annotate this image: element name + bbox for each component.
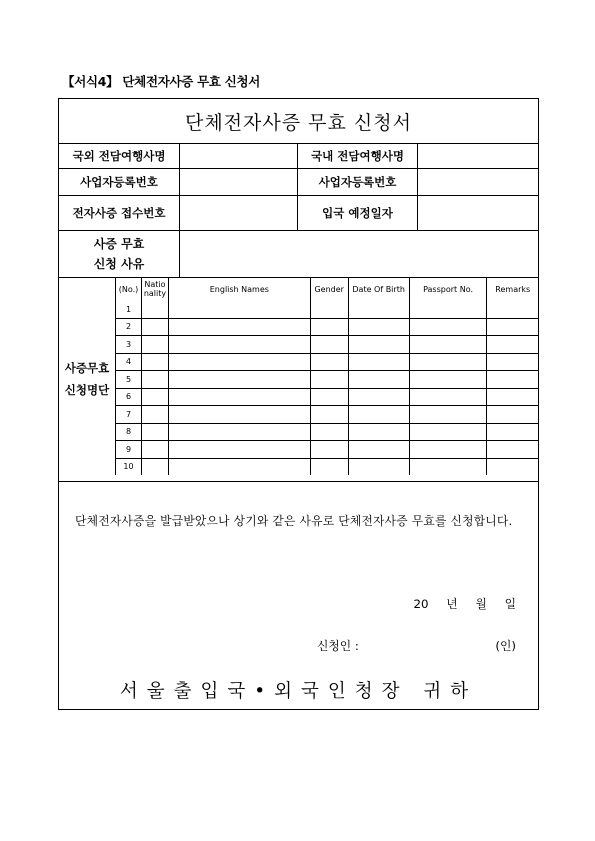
- passport-cell[interactable]: [409, 458, 487, 475]
- header-no: (No.): [116, 277, 142, 301]
- remarks-cell[interactable]: [487, 423, 538, 441]
- birth-date-cell[interactable]: [348, 353, 409, 371]
- row-number: 2: [116, 318, 142, 336]
- english-name-cell[interactable]: [168, 318, 310, 336]
- application-statement: 단체전자사증을 발급받았으나 상기와 같은 사유로 단체전자사증 무효를 신청합니다.: [75, 514, 513, 528]
- nationality-cell[interactable]: [141, 336, 168, 354]
- nationality-cell[interactable]: [141, 371, 168, 389]
- form-title: 단체전자사증 무효 신청서: [59, 99, 538, 144]
- reason-label: [59, 230, 179, 277]
- nationality-cell[interactable]: [141, 388, 168, 406]
- remarks-cell[interactable]: [487, 458, 538, 475]
- domestic-biz-reg-field[interactable]: [417, 168, 538, 195]
- row-number: 6: [116, 388, 142, 406]
- header-passport-no: Passport No.: [409, 277, 487, 301]
- passport-cell[interactable]: [409, 441, 487, 459]
- birth-date-cell[interactable]: [348, 406, 409, 424]
- nationality-cell[interactable]: [141, 318, 168, 336]
- english-name-cell[interactable]: [168, 301, 310, 318]
- table-row: [116, 301, 539, 318]
- gender-cell[interactable]: [310, 353, 348, 371]
- header-date-of-birth: Date Of Birth: [348, 277, 409, 301]
- passport-cell[interactable]: [409, 318, 487, 336]
- english-name-cell[interactable]: [168, 423, 310, 441]
- passport-cell[interactable]: [409, 388, 487, 406]
- table-row: [116, 318, 539, 336]
- english-name-cell[interactable]: [168, 371, 310, 389]
- applicant-label: 신청인 :: [317, 639, 359, 653]
- gender-cell[interactable]: [310, 423, 348, 441]
- reason-label-line1: 사증 무효: [93, 236, 145, 251]
- domestic-biz-reg-label: 사업자등록번호: [297, 168, 417, 195]
- overseas-agency-label: 국외 전담여행사명: [72, 148, 166, 163]
- birth-date-cell[interactable]: [348, 318, 409, 336]
- business-number-row: [59, 168, 538, 196]
- application-form: [58, 98, 539, 710]
- member-list-label-line2: 신청명단: [64, 383, 110, 397]
- member-list-label-line1: 사증무효: [64, 361, 110, 375]
- table-row: [116, 441, 539, 459]
- birth-date-cell[interactable]: [348, 423, 409, 441]
- birth-date-cell[interactable]: [348, 441, 409, 459]
- header-remarks: Remarks: [487, 277, 538, 301]
- remarks-cell[interactable]: [487, 336, 538, 354]
- nationality-cell[interactable]: [141, 353, 168, 371]
- row-number: 1: [116, 301, 142, 318]
- table-row: [116, 406, 539, 424]
- english-name-cell[interactable]: [168, 458, 310, 475]
- remarks-cell[interactable]: [487, 388, 538, 406]
- english-name-cell[interactable]: [168, 441, 310, 459]
- nationality-cell[interactable]: [141, 423, 168, 441]
- table-row: [116, 458, 539, 475]
- remarks-cell[interactable]: [487, 371, 538, 389]
- evisa-receipt-label: 전자사증 접수번호: [72, 205, 166, 220]
- table-row: [116, 371, 539, 389]
- row-number: 3: [116, 336, 142, 354]
- table-row: [116, 336, 539, 354]
- gender-cell[interactable]: [310, 318, 348, 336]
- gender-cell[interactable]: [310, 336, 348, 354]
- remarks-cell[interactable]: [487, 301, 538, 318]
- table-row: [116, 423, 539, 441]
- reason-label-line2: 신청 사유: [93, 256, 145, 271]
- remarks-cell[interactable]: [487, 318, 538, 336]
- row-number: 10: [116, 458, 142, 475]
- overseas-biz-reg-field[interactable]: [179, 168, 297, 195]
- row-number: 8: [116, 423, 142, 441]
- remarks-cell[interactable]: [487, 406, 538, 424]
- receipt-row: [59, 195, 538, 231]
- passport-cell[interactable]: [409, 423, 487, 441]
- passport-cell[interactable]: [409, 406, 487, 424]
- table-row: [116, 388, 539, 406]
- entry-date-label: 입국 예정일자: [297, 195, 417, 230]
- english-name-cell[interactable]: [168, 336, 310, 354]
- member-table: [115, 277, 538, 475]
- application-date: 20 년 월 일: [413, 597, 516, 611]
- row-number: 7: [116, 406, 142, 424]
- member-list-section: [59, 277, 538, 482]
- header-nationality: Natio nality: [141, 277, 168, 301]
- agency-row: [59, 143, 538, 169]
- row-number: 9: [116, 441, 142, 459]
- birth-date-cell[interactable]: [348, 458, 409, 475]
- english-name-cell[interactable]: [168, 406, 310, 424]
- passport-cell[interactable]: [409, 353, 487, 371]
- header-english-names: English Names: [168, 277, 310, 301]
- reason-field[interactable]: [179, 230, 538, 277]
- passport-cell[interactable]: [409, 371, 487, 389]
- nationality-cell[interactable]: [141, 406, 168, 424]
- header-gender: Gender: [310, 277, 348, 301]
- table-row: [116, 353, 539, 371]
- entry-date-field[interactable]: [417, 195, 538, 230]
- passport-cell[interactable]: [409, 336, 487, 354]
- row-number: 5: [116, 371, 142, 389]
- remarks-cell[interactable]: [487, 441, 538, 459]
- gender-cell[interactable]: [310, 301, 348, 318]
- birth-date-cell[interactable]: [348, 388, 409, 406]
- remarks-cell[interactable]: [487, 353, 538, 371]
- gender-cell[interactable]: [310, 371, 348, 389]
- domestic-agency-field[interactable]: [417, 143, 538, 168]
- nationality-cell[interactable]: [141, 458, 168, 475]
- english-name-cell[interactable]: [168, 353, 310, 371]
- domestic-agency-label: 국내 전담여행사명: [297, 143, 417, 168]
- gender-cell[interactable]: [310, 406, 348, 424]
- recipient-line: 서울출입국•외국인청장 귀하: [119, 681, 478, 702]
- overseas-biz-reg-label: 사업자등록번호: [80, 174, 158, 189]
- nationality-cell[interactable]: [141, 301, 168, 318]
- form-number-label: 【서식4】 단체전자사증 무효 신청서: [62, 74, 261, 89]
- passport-cell[interactable]: [409, 301, 487, 318]
- gender-cell[interactable]: [310, 441, 348, 459]
- member-table-header: [116, 277, 539, 301]
- member-list-label: [59, 277, 115, 481]
- birth-date-cell[interactable]: [348, 371, 409, 389]
- gender-cell[interactable]: [310, 458, 348, 475]
- birth-date-cell[interactable]: [348, 336, 409, 354]
- evisa-receipt-field[interactable]: [179, 195, 297, 230]
- row-number: 4: [116, 353, 142, 371]
- seal-label: (인): [495, 639, 516, 653]
- english-name-cell[interactable]: [168, 388, 310, 406]
- reason-row: [59, 230, 538, 278]
- overseas-agency-field[interactable]: [179, 143, 297, 168]
- gender-cell[interactable]: [310, 388, 348, 406]
- birth-date-cell[interactable]: [348, 301, 409, 318]
- nationality-cell[interactable]: [141, 441, 168, 459]
